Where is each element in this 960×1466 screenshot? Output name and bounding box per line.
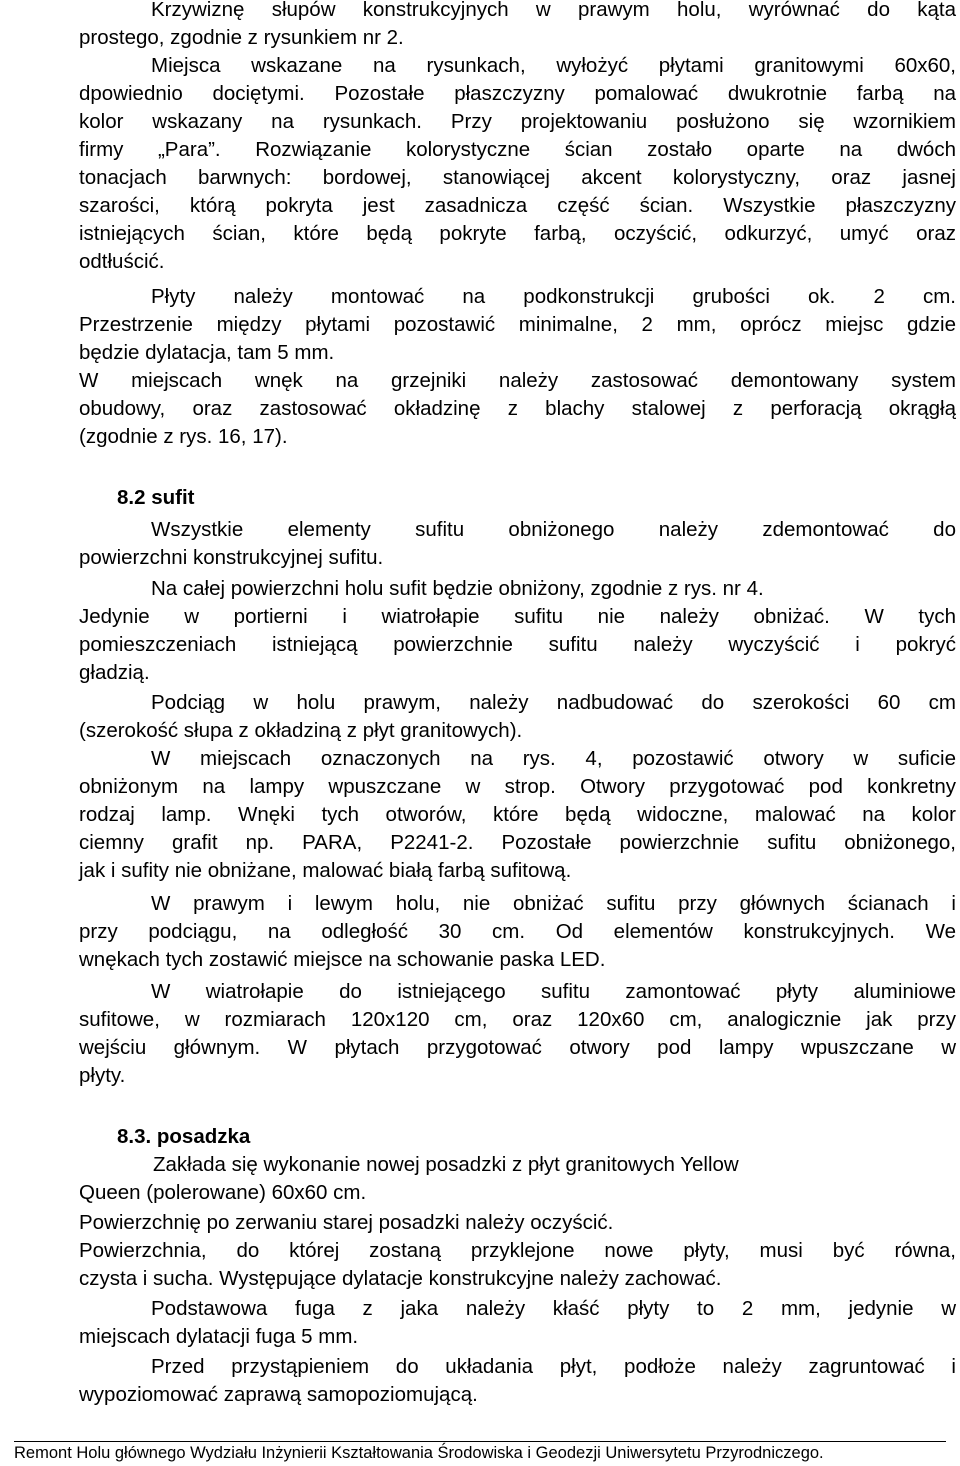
paragraph-line: W miejscach oznaczonych na rys. 4, pozostawić otwory w suficie [151,747,956,770]
paragraph-line: Powierzchnia, do której zostaną przyklejone nowe płyty, musi być równa, [79,1239,956,1262]
paragraph-line: wejściu głównym. W płytach przygotować otwory pod lampy wpuszczane w [79,1036,956,1059]
paragraph-line: Na całej powierzchni holu sufit będzie obniżony, zgodnie z rys. nr 4. [151,577,764,600]
paragraph-line: dpowiednio dociętymi. Pozostałe płaszczyzny pomalować dwukrotnie farbą na [79,82,956,105]
paragraph-line: powierzchni konstrukcyjnej sufitu. [79,546,384,569]
paragraph-line: Jedynie w portierni i wiatrołapie sufitu nie należy obniżać. W tych [79,605,956,628]
paragraph-line: W wiatrołapie do istniejącego sufitu zamontować płyty aluminiowe [151,980,956,1003]
paragraph-line: kolor wskazany na rysunkach. Przy projektowaniu posłużono się wzornikiem [79,110,956,133]
paragraph-line: czysta i sucha. Występujące dylatacje konstrukcyjne należy zachować. [79,1267,722,1290]
paragraph-line: firmy „Para”. Rozwiązanie kolorystyczne ścian zostało oparte na dwóch [79,138,956,161]
paragraph-line: Miejsca wskazane na rysunkach, wyłożyć płytami granitowymi 60x60, [151,54,956,77]
paragraph-line: Krzywiznę słupów konstrukcyjnych w prawym holu, wyrównać do kąta [151,0,956,21]
section-heading: 8.3. posadzka [117,1125,251,1148]
footer-rule [14,1441,946,1442]
page-footer: Remont Holu głównego Wydziału Inżynierii Kształtowania Środowiska i Geodezji Uniwersytetu Przyrodniczego. [14,1444,824,1462]
paragraph-line: tonacjach barwnych: bordowej, stanowiącej akcent kolorystyczny, oraz jasnej [79,166,956,189]
paragraph-line: szarości, którą pokryta jest zasadnicza część ścian. Wszystkie płaszczyzny [79,194,956,217]
paragraph-line: W prawym i lewym holu, nie obniżać sufitu przy głównych ścianach i [151,892,956,915]
paragraph-line: (zgodnie z rys. 16, 17). [79,425,288,448]
paragraph-line: miejscach dylatacji fuga 5 mm. [79,1325,359,1348]
paragraph-line: prostego, zgodnie z rysunkiem nr 2. [79,26,404,49]
paragraph-line: jak i sufity nie obniżane, malować białą farbą sufitową. [79,859,572,882]
paragraph-line: odtłuścić. [79,250,165,273]
paragraph-line: gładzią. [79,661,150,684]
paragraph-line: obniżonym na lampy wpuszczane w strop. Otwory przygotować pod konkretny [79,775,956,798]
paragraph-line: Podstawowa fuga z jaka należy kłaść płyty to 2 mm, jedynie w [151,1297,956,1320]
paragraph-line: płyty. [79,1064,126,1087]
section-heading: 8.2 sufit [117,486,195,509]
paragraph-line: ciemny grafit np. PARA, P2241-2. Pozostałe powierzchnie sufitu obniżonego, [79,831,956,854]
paragraph-line: wypoziomować zaprawą samopoziomującą. [79,1383,478,1406]
paragraph-line: Płyty należy montować na podkonstrukcji grubości ok. 2 cm. [151,285,956,308]
paragraph-line: obudowy, oraz zastosować okładzinę z blachy stalowej z perforacją okrągłą [79,397,956,420]
paragraph-line: Przed przystąpieniem do układania płyt, podłoże należy zagruntować i [151,1355,956,1378]
paragraph-line: przy podciągu, na odległość 30 cm. Od elementów konstrukcyjnych. We [79,920,956,943]
paragraph-line: sufitowe, w rozmiarach 120x120 cm, oraz 120x60 cm, analogicznie jak przy [79,1008,956,1031]
paragraph-line: Powierzchnię po zerwaniu starej posadzki należy oczyścić. [79,1211,614,1234]
paragraph-line: Zakłada się wykonanie nowej posadzki z płyt granitowych Yellow [153,1153,739,1176]
paragraph-line: Podciąg w holu prawym, należy nadbudować do szerokości 60 cm [151,691,956,714]
paragraph-line: Przestrzenie między płytami pozostawić minimalne, 2 mm, oprócz miejsc gdzie [79,313,956,336]
paragraph-line: (szerokość słupa z okładziną z płyt granitowych). [79,719,523,742]
paragraph-line: Queen (polerowane) 60x60 cm. [79,1181,367,1204]
paragraph-line: rodzaj lamp. Wnęki tych otworów, które będą widoczne, malować na kolor [79,803,956,826]
paragraph-line: będzie dylatacja, tam 5 mm. [79,341,335,364]
paragraph-line: W miejscach wnęk na grzejniki należy zastosować demontowany system [79,369,956,392]
paragraph-line: Wszystkie elementy sufitu obniżonego należy zdemontować do [151,518,956,541]
paragraph-line: pomieszczeniach istniejącą powierzchnie sufitu należy wyczyścić i pokryć [79,633,956,656]
paragraph-line: wnękach tych zostawić miejsce na schowanie paska LED. [79,948,606,971]
paragraph-line: istniejących ścian, które będą pokryte farbą, oczyścić, odkurzyć, umyć oraz [79,222,956,245]
